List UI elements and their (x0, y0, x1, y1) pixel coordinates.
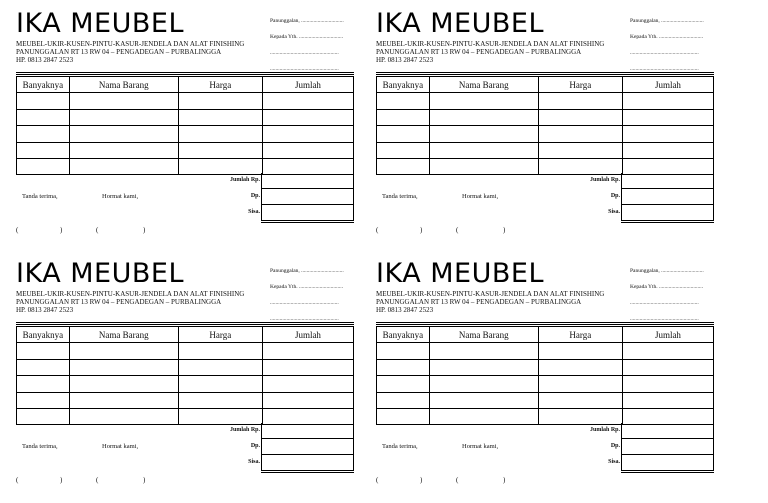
seller-signature-close: ) (143, 226, 146, 234)
shop-title: IKA MEUBEL (16, 8, 184, 39)
total-cell[interactable] (622, 343, 713, 359)
qty-cell[interactable] (377, 109, 430, 125)
price-cell[interactable] (178, 126, 262, 142)
item-name-cell[interactable] (429, 158, 538, 174)
recipient-blank-line-1[interactable]: .................................................. (630, 300, 699, 306)
recipient-blank-line-2[interactable]: .................................................. (630, 66, 699, 72)
regards-label: Hormat kami, (462, 443, 499, 450)
col-header-qty: Banyaknya (17, 77, 70, 93)
remaining-balance-box[interactable] (621, 205, 714, 221)
header-rule (16, 72, 354, 73)
table-header-row (377, 77, 714, 93)
header-rule (16, 322, 354, 323)
col-header-price: Harga (178, 327, 262, 343)
down-payment-label: Dp. (610, 443, 620, 449)
recipient-blank-line-2[interactable]: .................................................. (630, 316, 699, 322)
item-name-cell[interactable] (69, 142, 178, 158)
qty-cell[interactable] (377, 126, 430, 142)
seller-signature-close: ) (503, 226, 506, 234)
col-header-item-name: Nama Barang (429, 327, 538, 343)
shop-address-line: PANUNGGALAN RT 13 RW 04 – PENGADEGAN – PURBALINGGA (376, 298, 582, 307)
shop-products-line: MEUBEL-UKIR-KUSEN-PINTU-KASUR-JENDELA DAN ALAT FINISHING (376, 40, 605, 48)
received-by-label: Tanda terima, (22, 193, 58, 200)
total-amount-label: Jumlah Rp. (589, 427, 620, 433)
recipient-blank-line-2[interactable]: .................................................. (270, 66, 339, 72)
total-amount-box[interactable] (621, 423, 714, 439)
table-row (377, 359, 714, 375)
received-by-label: Tanda terima, (382, 443, 418, 450)
price-cell[interactable] (538, 343, 622, 359)
col-header-item-name: Nama Barang (69, 327, 178, 343)
place-date-field[interactable]: Panunggalan, ............................... (270, 18, 344, 24)
regards-label: Hormat kami, (102, 193, 139, 200)
price-cell[interactable] (178, 392, 262, 408)
qty-cell[interactable] (377, 392, 430, 408)
table-row (377, 142, 714, 158)
header-rule (376, 74, 714, 75)
regards-label: Hormat kami, (462, 193, 499, 200)
shop-address (376, 40, 604, 65)
item-name-cell[interactable] (69, 376, 178, 392)
item-name-cell[interactable] (429, 93, 538, 109)
price-cell[interactable] (538, 109, 622, 125)
item-name-cell[interactable] (69, 343, 178, 359)
shop-products-line: MEUBEL-UKIR-KUSEN-PINTU-KASUR-JENDELA DAN ALAT FINISHING (16, 40, 245, 48)
items-table (376, 76, 714, 175)
price-cell[interactable] (538, 126, 622, 142)
item-name-cell[interactable] (69, 408, 178, 424)
item-name-cell[interactable] (429, 142, 538, 158)
seller-signature-open: ( (96, 476, 99, 484)
qty-cell[interactable] (377, 93, 430, 109)
shop-address (16, 40, 244, 65)
qty-cell[interactable] (17, 126, 70, 142)
remaining-balance-label: Sisa. (248, 459, 260, 465)
recipient-blank-line-1[interactable]: .................................................. (270, 300, 339, 306)
qty-cell[interactable] (17, 158, 70, 174)
table-row (17, 392, 354, 408)
remaining-balance-box[interactable] (621, 455, 714, 471)
shop-address-line: PANUNGGALAN RT 13 RW 04 – PENGADEGAN – PURBALINGGA (16, 48, 222, 57)
recipient-block (270, 263, 354, 327)
shop-products-line: MEUBEL-UKIR-KUSEN-PINTU-KASUR-JENDELA DAN ALAT FINISHING (376, 290, 605, 298)
item-name-cell[interactable] (429, 408, 538, 424)
item-name-cell[interactable] (69, 93, 178, 109)
down-payment-box[interactable] (261, 189, 354, 205)
seller-signature-close: ) (503, 476, 506, 484)
price-cell[interactable] (538, 93, 622, 109)
total-cell[interactable] (262, 376, 353, 392)
total-cell[interactable] (262, 359, 353, 375)
total-cell[interactable] (622, 93, 713, 109)
price-cell[interactable] (178, 109, 262, 125)
total-cell[interactable] (622, 392, 713, 408)
qty-cell[interactable] (17, 93, 70, 109)
header-rule (16, 324, 354, 325)
receiver-signature-open: ( (376, 226, 379, 234)
price-cell[interactable] (178, 408, 262, 424)
total-cell[interactable] (262, 142, 353, 158)
total-cell[interactable] (262, 109, 353, 125)
price-cell[interactable] (538, 408, 622, 424)
total-amount-box[interactable] (261, 173, 354, 189)
price-cell[interactable] (178, 158, 262, 174)
qty-cell[interactable] (377, 343, 430, 359)
col-header-total: Jumlah (622, 77, 713, 93)
recipient-field[interactable]: Kepada Yth. ................................ (270, 34, 343, 40)
col-header-price: Harga (538, 327, 622, 343)
regards-label: Hormat kami, (102, 443, 139, 450)
down-payment-label: Dp. (610, 193, 620, 199)
table-row (17, 343, 354, 359)
items-table (16, 326, 354, 425)
shop-title: IKA MEUBEL (376, 8, 544, 39)
remaining-balance-label: Sisa. (608, 459, 620, 465)
col-header-total: Jumlah (262, 77, 353, 93)
col-header-total: Jumlah (262, 327, 353, 343)
summary-double-rule (621, 222, 714, 223)
shop-address-line: PANUNGGALAN RT 13 RW 04 – PENGADEGAN – PURBALINGGA (16, 298, 222, 307)
recipient-blank-line-1[interactable]: .................................................. (270, 50, 339, 56)
shop-phone-line: HP. 0813 2847 2523 (16, 56, 74, 65)
total-cell[interactable] (622, 126, 713, 142)
receiver-signature-close: ) (420, 226, 423, 234)
price-cell[interactable] (538, 142, 622, 158)
total-amount-box[interactable] (621, 173, 714, 189)
down-payment-label: Dp. (250, 443, 260, 449)
price-cell[interactable] (178, 142, 262, 158)
total-amount-label: Jumlah Rp. (229, 427, 260, 433)
recipient-block (630, 263, 714, 327)
item-name-cell[interactable] (69, 126, 178, 142)
col-header-qty: Banyaknya (377, 327, 430, 343)
summary-double-rule (261, 222, 354, 223)
total-cell[interactable] (262, 93, 353, 109)
items-table (376, 326, 714, 425)
down-payment-box[interactable] (621, 439, 714, 455)
qty-cell[interactable] (377, 142, 430, 158)
price-cell[interactable] (538, 158, 622, 174)
col-header-qty: Banyaknya (377, 77, 430, 93)
col-header-item-name: Nama Barang (429, 77, 538, 93)
col-header-qty: Banyaknya (17, 327, 70, 343)
receipt-form (16, 8, 356, 240)
seller-signature-open: ( (96, 226, 99, 234)
place-date-field[interactable]: Panunggalan, ............................... (270, 268, 344, 274)
total-cell[interactable] (622, 376, 713, 392)
total-cell[interactable] (262, 126, 353, 142)
col-header-price: Harga (538, 77, 622, 93)
col-header-item-name: Nama Barang (69, 77, 178, 93)
total-amount-label: Jumlah Rp. (229, 177, 260, 183)
shop-title: IKA MEUBEL (376, 258, 544, 289)
total-amount-box[interactable] (261, 423, 354, 439)
received-by-label: Tanda terima, (22, 443, 58, 450)
qty-cell[interactable] (17, 359, 70, 375)
price-cell[interactable] (538, 392, 622, 408)
header-rule (376, 322, 714, 323)
shop-address (376, 290, 604, 315)
seller-signature-open: ( (456, 476, 459, 484)
table-row (377, 126, 714, 142)
seller-signature-close: ) (143, 476, 146, 484)
place-date-field[interactable]: Panunggalan, ............................... (630, 268, 704, 274)
table-row (377, 392, 714, 408)
item-name-cell[interactable] (429, 343, 538, 359)
seller-signature-open: ( (456, 226, 459, 234)
shop-phone-line: HP. 0813 2847 2523 (376, 56, 434, 65)
price-cell[interactable] (178, 376, 262, 392)
table-row (17, 376, 354, 392)
total-cell[interactable] (262, 392, 353, 408)
item-name-cell[interactable] (69, 359, 178, 375)
remaining-balance-label: Sisa. (608, 209, 620, 215)
qty-cell[interactable] (377, 408, 430, 424)
table-row (377, 93, 714, 109)
table-row (17, 359, 354, 375)
summary-double-rule (621, 472, 714, 473)
qty-cell[interactable] (17, 142, 70, 158)
receipt-form (376, 258, 716, 490)
qty-cell[interactable] (377, 359, 430, 375)
col-header-total: Jumlah (622, 327, 713, 343)
receiver-signature-open: ( (16, 476, 19, 484)
col-header-price: Harga (178, 77, 262, 93)
shop-title: IKA MEUBEL (16, 258, 184, 289)
table-row (17, 93, 354, 109)
receipt-form (376, 8, 716, 240)
shop-address (16, 290, 244, 315)
shop-products-line: MEUBEL-UKIR-KUSEN-PINTU-KASUR-JENDELA DAN ALAT FINISHING (16, 290, 245, 298)
qty-cell[interactable] (17, 109, 70, 125)
receiver-signature-open: ( (376, 476, 379, 484)
summary-double-rule (261, 472, 354, 473)
qty-cell[interactable] (17, 343, 70, 359)
recipient-field[interactable]: Kepada Yth. ................................ (630, 34, 703, 40)
table-row (17, 109, 354, 125)
item-name-cell[interactable] (69, 392, 178, 408)
shop-address-line: PANUNGGALAN RT 13 RW 04 – PENGADEGAN – PURBALINGGA (376, 48, 582, 57)
total-cell[interactable] (622, 109, 713, 125)
table-header-row (17, 77, 354, 93)
header-rule (16, 74, 354, 75)
total-cell[interactable] (622, 142, 713, 158)
receiver-signature-close: ) (420, 476, 423, 484)
item-name-cell[interactable] (429, 392, 538, 408)
item-name-cell[interactable] (69, 109, 178, 125)
receiver-signature-open: ( (16, 226, 19, 234)
received-by-label: Tanda terima, (382, 193, 418, 200)
total-amount-label: Jumlah Rp. (589, 177, 620, 183)
item-name-cell[interactable] (429, 359, 538, 375)
remaining-balance-box[interactable] (261, 205, 354, 221)
table-row (377, 376, 714, 392)
recipient-field[interactable]: Kepada Yth. ................................ (270, 284, 343, 290)
table-header-row (17, 327, 354, 343)
total-cell[interactable] (622, 359, 713, 375)
receipt-form (16, 258, 356, 490)
header-rule (376, 72, 714, 73)
receiver-signature-close: ) (60, 476, 63, 484)
header-rule (376, 324, 714, 325)
remaining-balance-box[interactable] (261, 455, 354, 471)
table-row (377, 343, 714, 359)
recipient-block (270, 13, 354, 77)
down-payment-box[interactable] (261, 439, 354, 455)
shop-phone-line: HP. 0813 2847 2523 (16, 306, 74, 315)
price-cell[interactable] (538, 376, 622, 392)
qty-cell[interactable] (377, 376, 430, 392)
recipient-blank-line-1[interactable]: .................................................. (630, 50, 699, 56)
recipient-block (630, 13, 714, 77)
item-name-cell[interactable] (429, 376, 538, 392)
down-payment-box[interactable] (621, 189, 714, 205)
price-cell[interactable] (178, 359, 262, 375)
table-row (17, 126, 354, 142)
total-cell[interactable] (262, 343, 353, 359)
table-row (377, 109, 714, 125)
qty-cell[interactable] (17, 376, 70, 392)
qty-cell[interactable] (377, 158, 430, 174)
price-cell[interactable] (538, 359, 622, 375)
down-payment-label: Dp. (250, 193, 260, 199)
place-date-field[interactable]: Panunggalan, ............................... (630, 18, 704, 24)
price-cell[interactable] (178, 343, 262, 359)
item-name-cell[interactable] (429, 109, 538, 125)
recipient-field[interactable]: Kepada Yth. ................................ (630, 284, 703, 290)
item-name-cell[interactable] (429, 126, 538, 142)
shop-phone-line: HP. 0813 2847 2523 (376, 306, 434, 315)
qty-cell[interactable] (17, 392, 70, 408)
price-cell[interactable] (178, 93, 262, 109)
item-name-cell[interactable] (69, 158, 178, 174)
remaining-balance-label: Sisa. (248, 209, 260, 215)
items-table (16, 76, 354, 175)
receiver-signature-close: ) (60, 226, 63, 234)
table-row (17, 142, 354, 158)
recipient-blank-line-2[interactable]: .................................................. (270, 316, 339, 322)
qty-cell[interactable] (17, 408, 70, 424)
table-header-row (377, 327, 714, 343)
